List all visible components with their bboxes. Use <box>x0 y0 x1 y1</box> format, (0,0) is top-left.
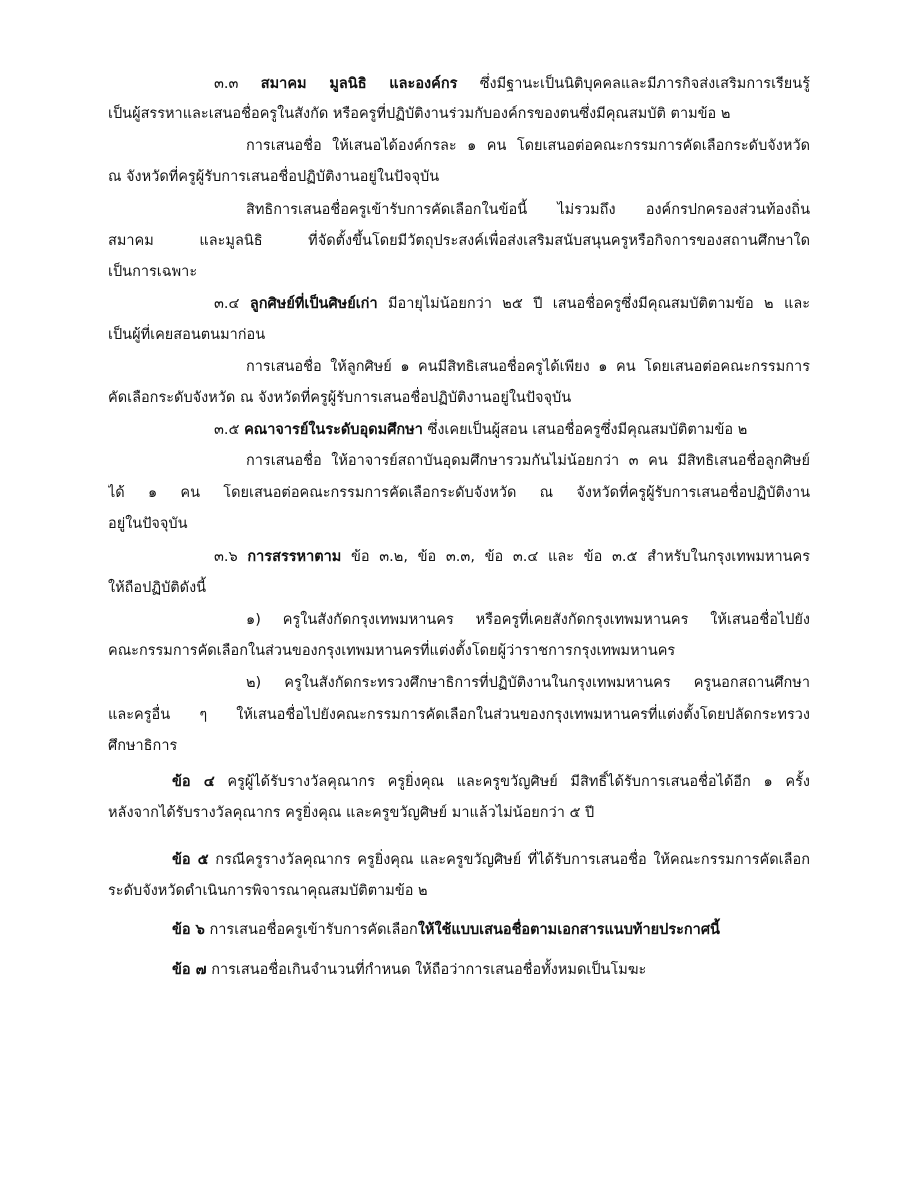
section-3-6-item-1-line-2: คณะกรรมการคัดเลือกในส่วนของกรุงเทพมหานครที่แต่งตั้งโดยผู้ว่าราชการกรุงเทพมหานคร <box>108 643 676 659</box>
section-3-4-line-4: คัดเลือกระดับจังหวัด ณ จังหวัดที่ครูผู้รับการเสนอชื่อปฏิบัติงานอยู่ในปัจจุบัน <box>108 390 572 406</box>
section-title: คณาจารย์ในระดับอุดมศึกษา <box>244 422 423 438</box>
section-3-5-line-2: การเสนอชื่อ ให้อาจารย์สถาบันอุดมศึกษารวมกันไม่น้อยกว่า ๓ คน มีสิทธิเสนอชื่อลูกศิษย์ <box>246 453 810 469</box>
paragraph-text: ข้อ ๓.๒, ข้อ ๓.๓, ข้อ ๓.๔ และ ข้อ ๓.๕ สำหรับในกรุงเทพมหานคร <box>351 549 810 565</box>
section-3-6-item-2-line-1: ๒) ครูในสังกัดกระทรวงศึกษาธิการที่ปฏิบัติงานในกรุงเทพมหานคร ครูนอกสถานศึกษา <box>246 675 810 691</box>
section-3-5-line-1 <box>214 417 810 445</box>
section-3-3-line-3: การเสนอชื่อ ให้เสนอได้องค์กรละ ๑ คน โดยเสนอต่อคณะกรรมการคัดเลือกระดับจังหวัด <box>246 138 810 154</box>
clause-4-line-2: หลังจากได้รับรางวัลคุณากร ครูยิ่งคุณ และครูขวัญศิษย์ มาแล้วไม่น้อยกว่า ๕ ปี <box>108 805 595 821</box>
section-number: ๓.๕ <box>214 422 240 438</box>
clause-label: ข้อ ๕ <box>172 852 209 868</box>
paragraph-text: การเสนอชื่อเกินจำนวนที่กำหนด ให้ถือว่าการเสนอชื่อทั้งหมดเป็นโมฆะ <box>211 962 647 978</box>
section-number: ๓.๓ <box>214 76 239 92</box>
section-3-5-line-4: อยู่ในปัจจุบัน <box>108 516 188 532</box>
section-title: การสรรหาตาม <box>247 549 342 565</box>
section-3-3-line-2: เป็นผู้สรรหาและเสนอชื่อครูในสังกัด หรือครูที่ปฏิบัติงานร่วมกับองค์กรของตนซึ่งมีคุณสมบัติ ตามข้อ ๒ <box>108 106 731 122</box>
clause-label: ข้อ ๔ <box>172 774 215 790</box>
paragraph-text: กรณีครูรางวัลคุณากร ครูยิ่งคุณ และครูขวัญศิษย์ ที่ได้รับการเสนอชื่อ ให้คณะกรรมการคัดเลือก <box>215 852 810 868</box>
section-3-4-line-2: เป็นผู้ที่เคยสอนตนมาก่อน <box>108 327 266 343</box>
clause-label: ข้อ ๗ <box>172 962 207 978</box>
clause-6-line-1 <box>172 917 810 945</box>
section-3-6-item-2-line-2: และครูอื่น ๆ ให้เสนอชื่อไปยังคณะกรรมการคัดเลือกในส่วนของกรุงเทพมหานครที่แต่งตั้งโดยปลัดกระทรวง <box>108 707 810 723</box>
clause-label: ข้อ ๖ <box>172 922 205 938</box>
section-title: ลูกศิษย์ที่เป็นศิษย์เก่า <box>249 296 378 312</box>
clause-4-line-1 <box>172 769 810 797</box>
clause-5-line-2: ระดับจังหวัดดำเนินการพิจารณาคุณสมบัติตามข้อ ๒ <box>108 883 428 899</box>
paragraph-text: ซึ่งมีฐานะเป็นนิติบุคคลและมีภารกิจส่งเสริมการเรียนรู้ <box>479 76 810 92</box>
section-number: ๓.๔ <box>214 296 240 312</box>
clause-7-line-1 <box>172 957 810 985</box>
section-3-6-line-2: ให้ถือปฏิบัติดังนี้ <box>108 580 207 596</box>
section-3-6-line-1 <box>214 544 810 572</box>
section-3-3-line-7: เป็นการเฉพาะ <box>108 264 198 280</box>
section-3-6-item-2-line-3: ศึกษาธิการ <box>108 738 178 754</box>
section-3-4-line-1 <box>214 291 810 319</box>
section-3-5-line-3: ได้ ๑ คน โดยเสนอต่อคณะกรรมการคัดเลือกระดับจังหวัด ณ จังหวัดที่ครูผู้รับการเสนอชื่อปฏิบัติงาน <box>108 485 810 501</box>
section-3-3-line-5: สิทธิการเสนอชื่อครูเข้ารับการคัดเลือกในข้อนี้ ไม่รวมถึง องค์กรปกครองส่วนท้องถิ่น <box>246 202 810 218</box>
paragraph-text: มีอายุไม่น้อยกว่า ๒๕ ปี เสนอชื่อครูซึ่งมีคุณสมบัติตามข้อ ๒ และ <box>387 296 810 312</box>
section-3-3-line-6: สมาคม และมูลนิธิ ที่จัดตั้งขึ้นโดยมีวัตถุประสงค์เพื่อส่งเสริมสนับสนุนครูหรือกิจการของสถานศึกษาใด <box>108 233 810 249</box>
clause-5-line-1 <box>172 847 810 875</box>
section-number: ๓.๖ <box>214 549 238 565</box>
section-3-4-line-3: การเสนอชื่อ ให้ลูกศิษย์ ๑ คนมีสิทธิเสนอชื่อครูได้เพียง ๑ คน โดยเสนอต่อคณะกรรมการ <box>246 359 810 375</box>
section-title: สมาคม มูลนิธิ และองค์กร <box>260 76 458 92</box>
paragraph-text: ซึ่งเคยเป็นผู้สอน เสนอชื่อครูซึ่งมีคุณสมบัติตามข้อ ๒ <box>427 422 748 438</box>
section-3-6-item-1-line-1: ๑) ครูในสังกัดกรุงเทพมหานคร หรือครูที่เคยสังกัดกรุงเทพมหานคร ให้เสนอชื่อไปยัง <box>246 612 810 628</box>
paragraph-text: ครูผู้ได้รับรางวัลคุณากร ครูยิ่งคุณ และครูขวัญศิษย์ มีสิทธิ์ได้รับการเสนอชื่อได้อีก ๑ ครั้ง <box>227 774 810 790</box>
paragraph-bold-text: ให้ใช้แบบเสนอชื่อตามเอกสารแนบท้ายประกาศนี้ <box>417 922 720 938</box>
section-3-3-line-1 <box>214 71 810 99</box>
paragraph-text: การเสนอชื่อครูเข้ารับการคัดเลือก <box>209 922 418 938</box>
section-3-3-line-4: ณ จังหวัดที่ครูผู้รับการเสนอชื่อปฏิบัติงานอยู่ในปัจจุบัน <box>108 169 440 185</box>
